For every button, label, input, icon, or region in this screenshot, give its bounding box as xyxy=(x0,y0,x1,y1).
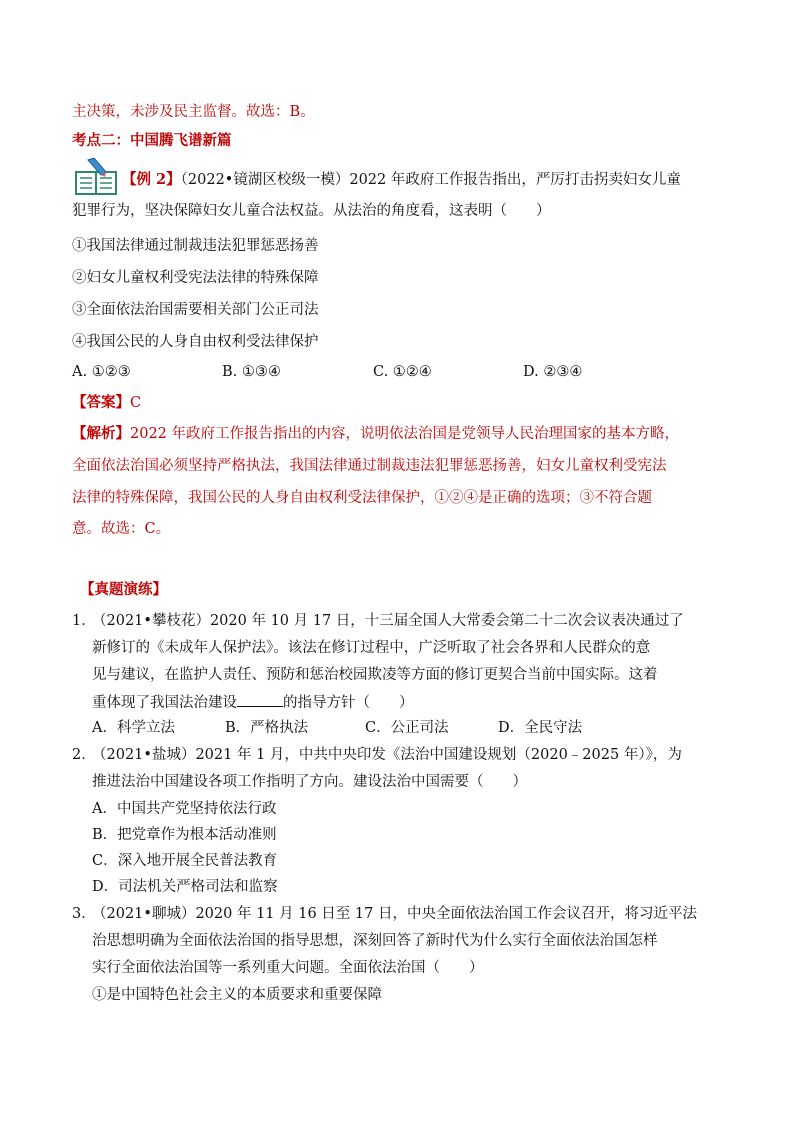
practice-heading: 【真题演练】 xyxy=(80,581,167,598)
answer-value: C xyxy=(130,395,142,411)
q2-option-b: B．把党章作为根本活动准则 xyxy=(92,827,277,843)
notebook-pencil-icon xyxy=(74,158,118,196)
example-option-c: C. ①②④ xyxy=(373,364,432,380)
q1-line-4: 重体现了我国法治建设 的指导方针（ ） xyxy=(92,692,414,713)
example-2-line-1: 【例 2】（2022•镜湖区校级一模）2022 年政府工作报告指出，严厉打击拐卖妇女儿童 xyxy=(122,171,681,188)
example-option-b: B. ①③④ xyxy=(222,364,281,380)
q2-line-2: 推进法治中国建设各项工作指明了方向。建设法治中国需要（ ） xyxy=(92,774,527,790)
q1-number: 1． xyxy=(72,613,96,629)
q1-line-2: 新修订的《未成年人保护法》。该法在修订过程中，广泛听取了社会各界和人民群众的意 xyxy=(92,640,651,656)
statement-2: ②妇女儿童权利受宪法法律的特殊保障 xyxy=(72,270,319,286)
statement-4: ④我国公民的人身自由权利受法律保护 xyxy=(72,334,319,350)
statement-1: ①我国法律通过制裁违法犯罪惩恶扬善 xyxy=(72,238,319,254)
previous-conclusion: 主决策，未涉及民主监督。故选：B。 xyxy=(72,104,315,120)
q2-line-1: （2021•盐城）2021 年 1 月，中共中央印发《法治中国建设规划（2020﹣2025 年）》，为 xyxy=(92,747,682,763)
analysis-label: 【解析】 xyxy=(72,425,130,442)
q3-line-3: 实行全面依法治国等一系列重大问题。全面依法治国（ ） xyxy=(92,960,484,976)
q3-statement-1: ①是中国特色社会主义的本质要求和重要保障 xyxy=(92,987,382,1003)
q2-option-c: C．深入地开展全民普法教育 xyxy=(92,853,278,869)
q1-option-a: A．科学立法 xyxy=(92,720,175,736)
analysis-line-1: 【解析】2022 年政府工作报告指出的内容，说明依法治国是党领导人民治理国家的基本方略， xyxy=(72,425,680,442)
example-option-a: A. ①②③ xyxy=(72,364,131,380)
q1-option-b: B．严格执法 xyxy=(225,720,309,736)
section-heading: 考点二：中国腾飞谱新篇 xyxy=(72,132,232,149)
q3-line-2: 治思想明确为全面依法治国的指导思想，深刻回答了新时代为什么实行全面依法治国怎样 xyxy=(92,933,658,949)
q1-blank xyxy=(237,692,283,707)
answer-line xyxy=(72,393,141,413)
answer-label: 【答案】 xyxy=(72,394,130,411)
q1-option-c: C．公正司法 xyxy=(365,720,449,736)
statement-3: ③全面依法治国需要相关部门公正司法 xyxy=(72,302,319,318)
q1-line-3: 见与建议，在监护人责任、预防和惩治校园欺凌等方面的修订更契合当前中国实际。这着 xyxy=(92,667,658,683)
q3-number: 3． xyxy=(72,906,96,922)
analysis-line-2: 全面依法治国必须坚持严格执法，我国法律通过制裁违法犯罪惩恶扬善，妇女儿童权利受宪法 xyxy=(72,458,667,474)
q3-line-1: （2021•聊城）2020 年 11 月 16 日至 17 日，中央全面依法治国工作会议召开，将习近平法 xyxy=(92,906,697,922)
q1-option-d: D．全民守法 xyxy=(498,720,583,736)
analysis-line-4: 意。故选：C。 xyxy=(72,521,171,537)
q2-option-a: A．中国共产党坚持依法行政 xyxy=(92,801,277,817)
example-tag: 【例 2】 xyxy=(122,171,181,188)
q2-number: 2． xyxy=(72,747,96,763)
example-option-d: D. ②③④ xyxy=(523,364,583,380)
analysis-line-3: 法律的特殊保障，我国公民的人身自由权利受法律保护，①②④是正确的选项；③不符合题 xyxy=(72,490,652,506)
q1-line-1: （2021•攀枝花）2020 年 10 月 17 日，十三届全国人大常委会第二十二次会议表决通过了 xyxy=(92,613,684,629)
example-2-line-2: 犯罪行为，坚决保障妇女儿童合法权益。从法治的角度看，这表明（ ） xyxy=(72,203,551,219)
q2-option-d: D．司法机关严格司法和监察 xyxy=(92,879,278,895)
